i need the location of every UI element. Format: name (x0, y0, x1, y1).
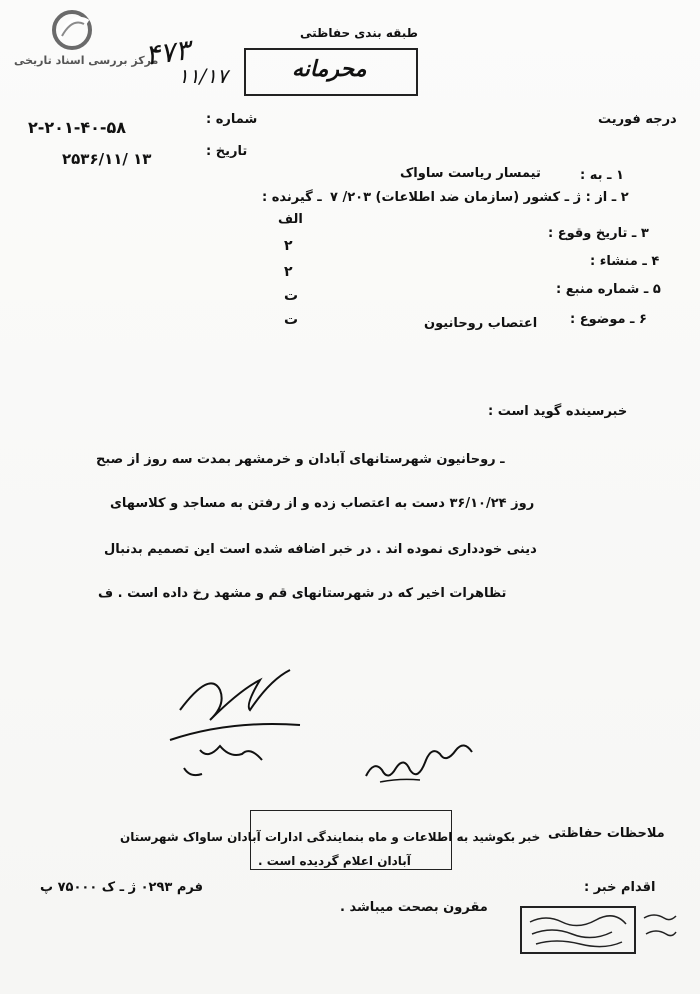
body-line: ـ روحانیون شهرستانهای آبادان و خرمشهر بمدت سه روز از صبح (96, 452, 505, 467)
handwritten-note (360, 730, 480, 790)
stamp-scribble (526, 912, 630, 948)
action-label: اقدام خبر : (584, 880, 656, 895)
field-1-label: ۱ ـ به : (580, 168, 624, 183)
eval-code: ت (284, 312, 299, 328)
eval-code: ۲ (284, 264, 293, 280)
classification-label: طبقه بندی حفاظتی (300, 26, 418, 40)
margin-scribble (640, 910, 680, 946)
body-line: تظاهرات اخیر که در شهرستانهای قم و مشهد رخ داده است . ف (98, 586, 507, 601)
field-4-label: ۴ ـ منشاء : (590, 254, 660, 269)
bottom-stamp (520, 906, 636, 954)
stamp-text: محرمانه (292, 56, 367, 82)
handwritten-date: ۱۱/۱۷ (178, 64, 228, 88)
notes-label: ملاحظات حفاظتی (548, 826, 665, 841)
notes-line-2: آبادان اعلام گردیده است . (258, 854, 411, 868)
field-2-value: ـ گیرنده : (262, 190, 322, 205)
body-line: روز ۳۶/۱۰/۲۴ دست به اعتصاب زده و از رفتن به مساجد و کلاسهای (110, 496, 535, 511)
form-code: فرم ۰۲۹۳ ژ ـ ک ۷۵۰۰۰ پ (40, 880, 204, 895)
date-value: ۲۵۳۶/۱۱/ ۱۳ (62, 150, 152, 168)
urgency-label: درجه فوریت (598, 112, 677, 127)
confidential-stamp (244, 48, 418, 96)
eval-code: الف (278, 212, 303, 227)
field-2-label: ۲ ـ از : ژ ـ کشور (سازمان ضد اطلاعات) ۲۰۳/ ۷ (330, 190, 629, 205)
eval-code: ت (284, 288, 299, 304)
eval-code: ۲ (284, 238, 293, 254)
number-label: شماره : (206, 112, 258, 127)
notes-line-1: خبر بکوشید به اطلاعات و ماه بنمایندگی ادارات آبادان ساواک شهرستان (120, 830, 541, 844)
field-6-label: ۶ ـ موضوع : (570, 312, 647, 327)
date-label: تاریخ : (206, 144, 248, 159)
handwritten-signature (150, 650, 320, 790)
archive-logo-icon (48, 8, 96, 52)
body-salutation: خبرسینده گوید است : (488, 404, 628, 419)
watermark-org-name: مرکز بررسی اسناد تاریخی (14, 54, 159, 67)
handwritten-numbers: ۴۷۳ (142, 33, 193, 72)
number-value: ۲-۲۰۱-۴۰-۵۸ (28, 118, 127, 137)
action-value: مقرون بصحت میباشد . (340, 900, 488, 915)
field-1-value: تیمسار ریاست ساواک (400, 166, 541, 181)
field-3-label: ۳ ـ تاریخ وقوع : (548, 226, 649, 241)
field-5-label: ۵ ـ شماره منبع : (556, 282, 661, 297)
body-line: دینی خودداری نموده اند . در خبر اضافه شده است این تصمیم بدنبال (104, 542, 537, 557)
field-6-value: اعتصاب روحانیون (424, 316, 538, 331)
